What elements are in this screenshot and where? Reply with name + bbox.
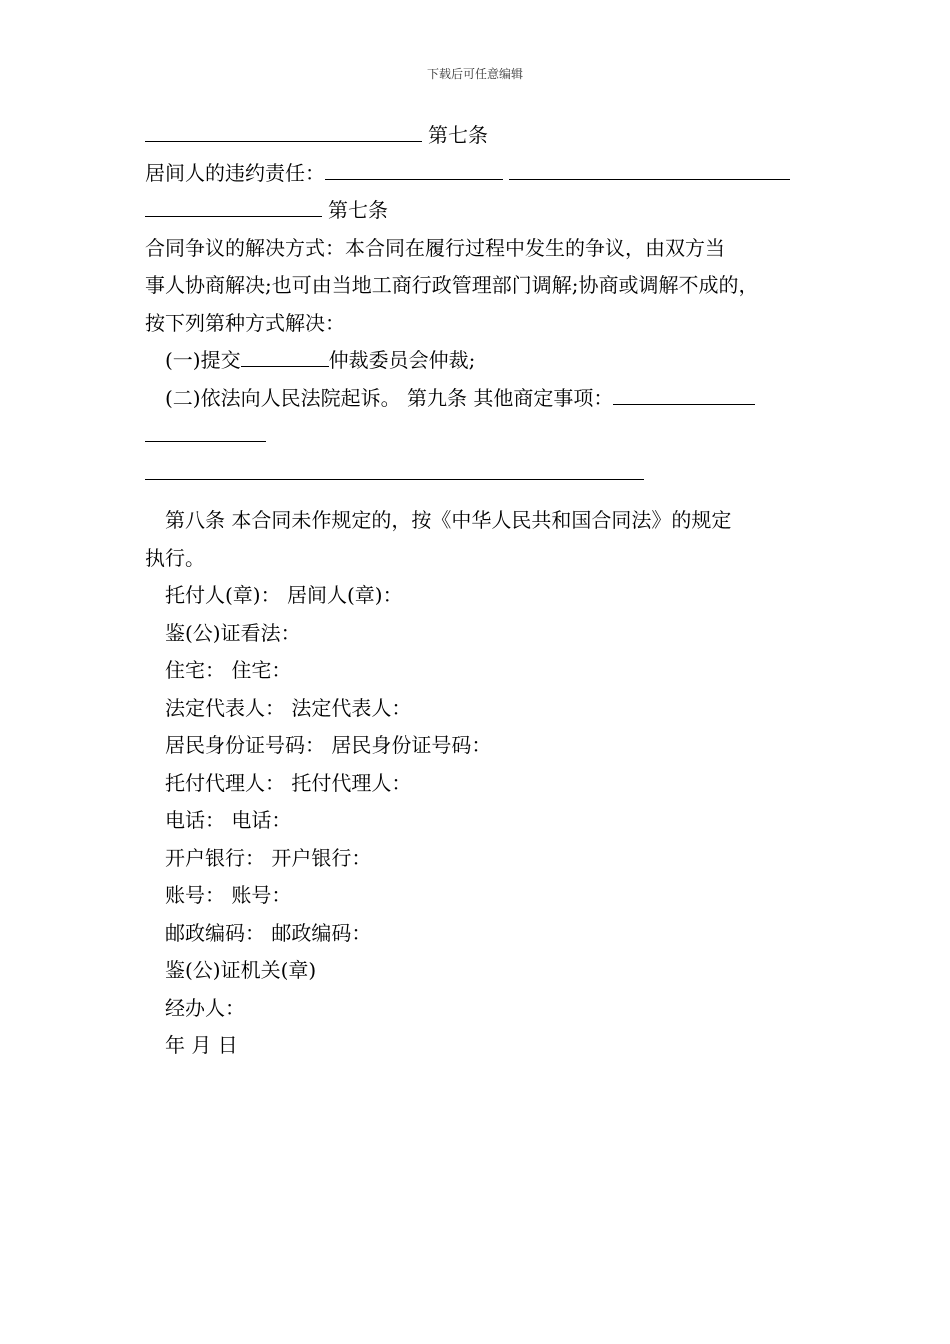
- agent-row: 托付代理人： 托付代理人：: [165, 770, 412, 795]
- account-row: 账号： 账号：: [165, 883, 292, 907]
- postal-code-row: 邮政编码： 邮政编码：: [165, 920, 372, 945]
- fill-blank: [145, 417, 266, 442]
- handler-row: 经办人：: [165, 995, 245, 1020]
- article-7-heading-line: [145, 117, 810, 155]
- breach-liability-label: 居间人的违约责任：: [145, 160, 325, 185]
- article-label: 第七条: [328, 198, 388, 222]
- notarization-opinion-row: 鉴(公)证看法：: [165, 620, 301, 645]
- notary-office-seal-row: 鉴(公)证机关(章): [165, 958, 317, 982]
- bank-row: 开户银行： 开户银行：: [165, 845, 372, 870]
- dispute-resolution-line-1: 合同争议的解决方式：本合同在履行过程中发生的争议，由双方当: [145, 235, 725, 260]
- breach-liability-line: [145, 155, 810, 193]
- legal-representative-row: 法定代表人： 法定代表人：: [165, 695, 412, 720]
- fill-blank: [145, 455, 644, 480]
- article-7-second-line: [145, 192, 810, 230]
- article-8-line-1: 第八条 本合同未作规定的，按《中华人民共和国合同法》的规定: [165, 508, 732, 532]
- fill-blank: [325, 155, 503, 180]
- fill-blank: [509, 155, 790, 180]
- litigation-option-line: [145, 380, 810, 418]
- fill-blank: [145, 192, 322, 217]
- signature-seal-row: 托付人(章)： 居间人(章)：: [165, 583, 403, 607]
- fill-blank: [145, 117, 422, 142]
- page-header-note: 下载后可任意编辑: [426, 67, 523, 81]
- arbitration-prefix: (一)提交: [165, 348, 241, 372]
- dispute-resolution-line-3: 按下列第种方式解决：: [145, 310, 345, 335]
- litigation-text: (二)依法向人民法院起诉。 第九条 其他商定事项：: [165, 385, 614, 410]
- fill-blank: [613, 380, 755, 405]
- id-number-row: 居民身份证号码： 居民身份证号码：: [165, 733, 492, 757]
- other-matters-blank-line: [145, 417, 810, 455]
- fill-blank: [241, 342, 329, 367]
- dispute-resolution-line-2: 事人协商解决;也可由当地工商行政管理部门调解;协商或调解不成的，: [145, 273, 759, 297]
- arbitration-suffix: 仲裁委员会仲裁;: [328, 348, 476, 372]
- contract-body: [145, 117, 810, 1065]
- article-label: 第七条: [428, 123, 488, 147]
- arbitration-option-line: [145, 342, 810, 380]
- other-matters-blank-line-2: [145, 455, 810, 493]
- date-row: 年 月 日: [165, 1033, 238, 1057]
- address-row: 住宅： 住宅：: [165, 658, 292, 682]
- article-8-line-2: 执行。: [145, 545, 205, 570]
- phone-row: 电话： 电话：: [165, 808, 292, 832]
